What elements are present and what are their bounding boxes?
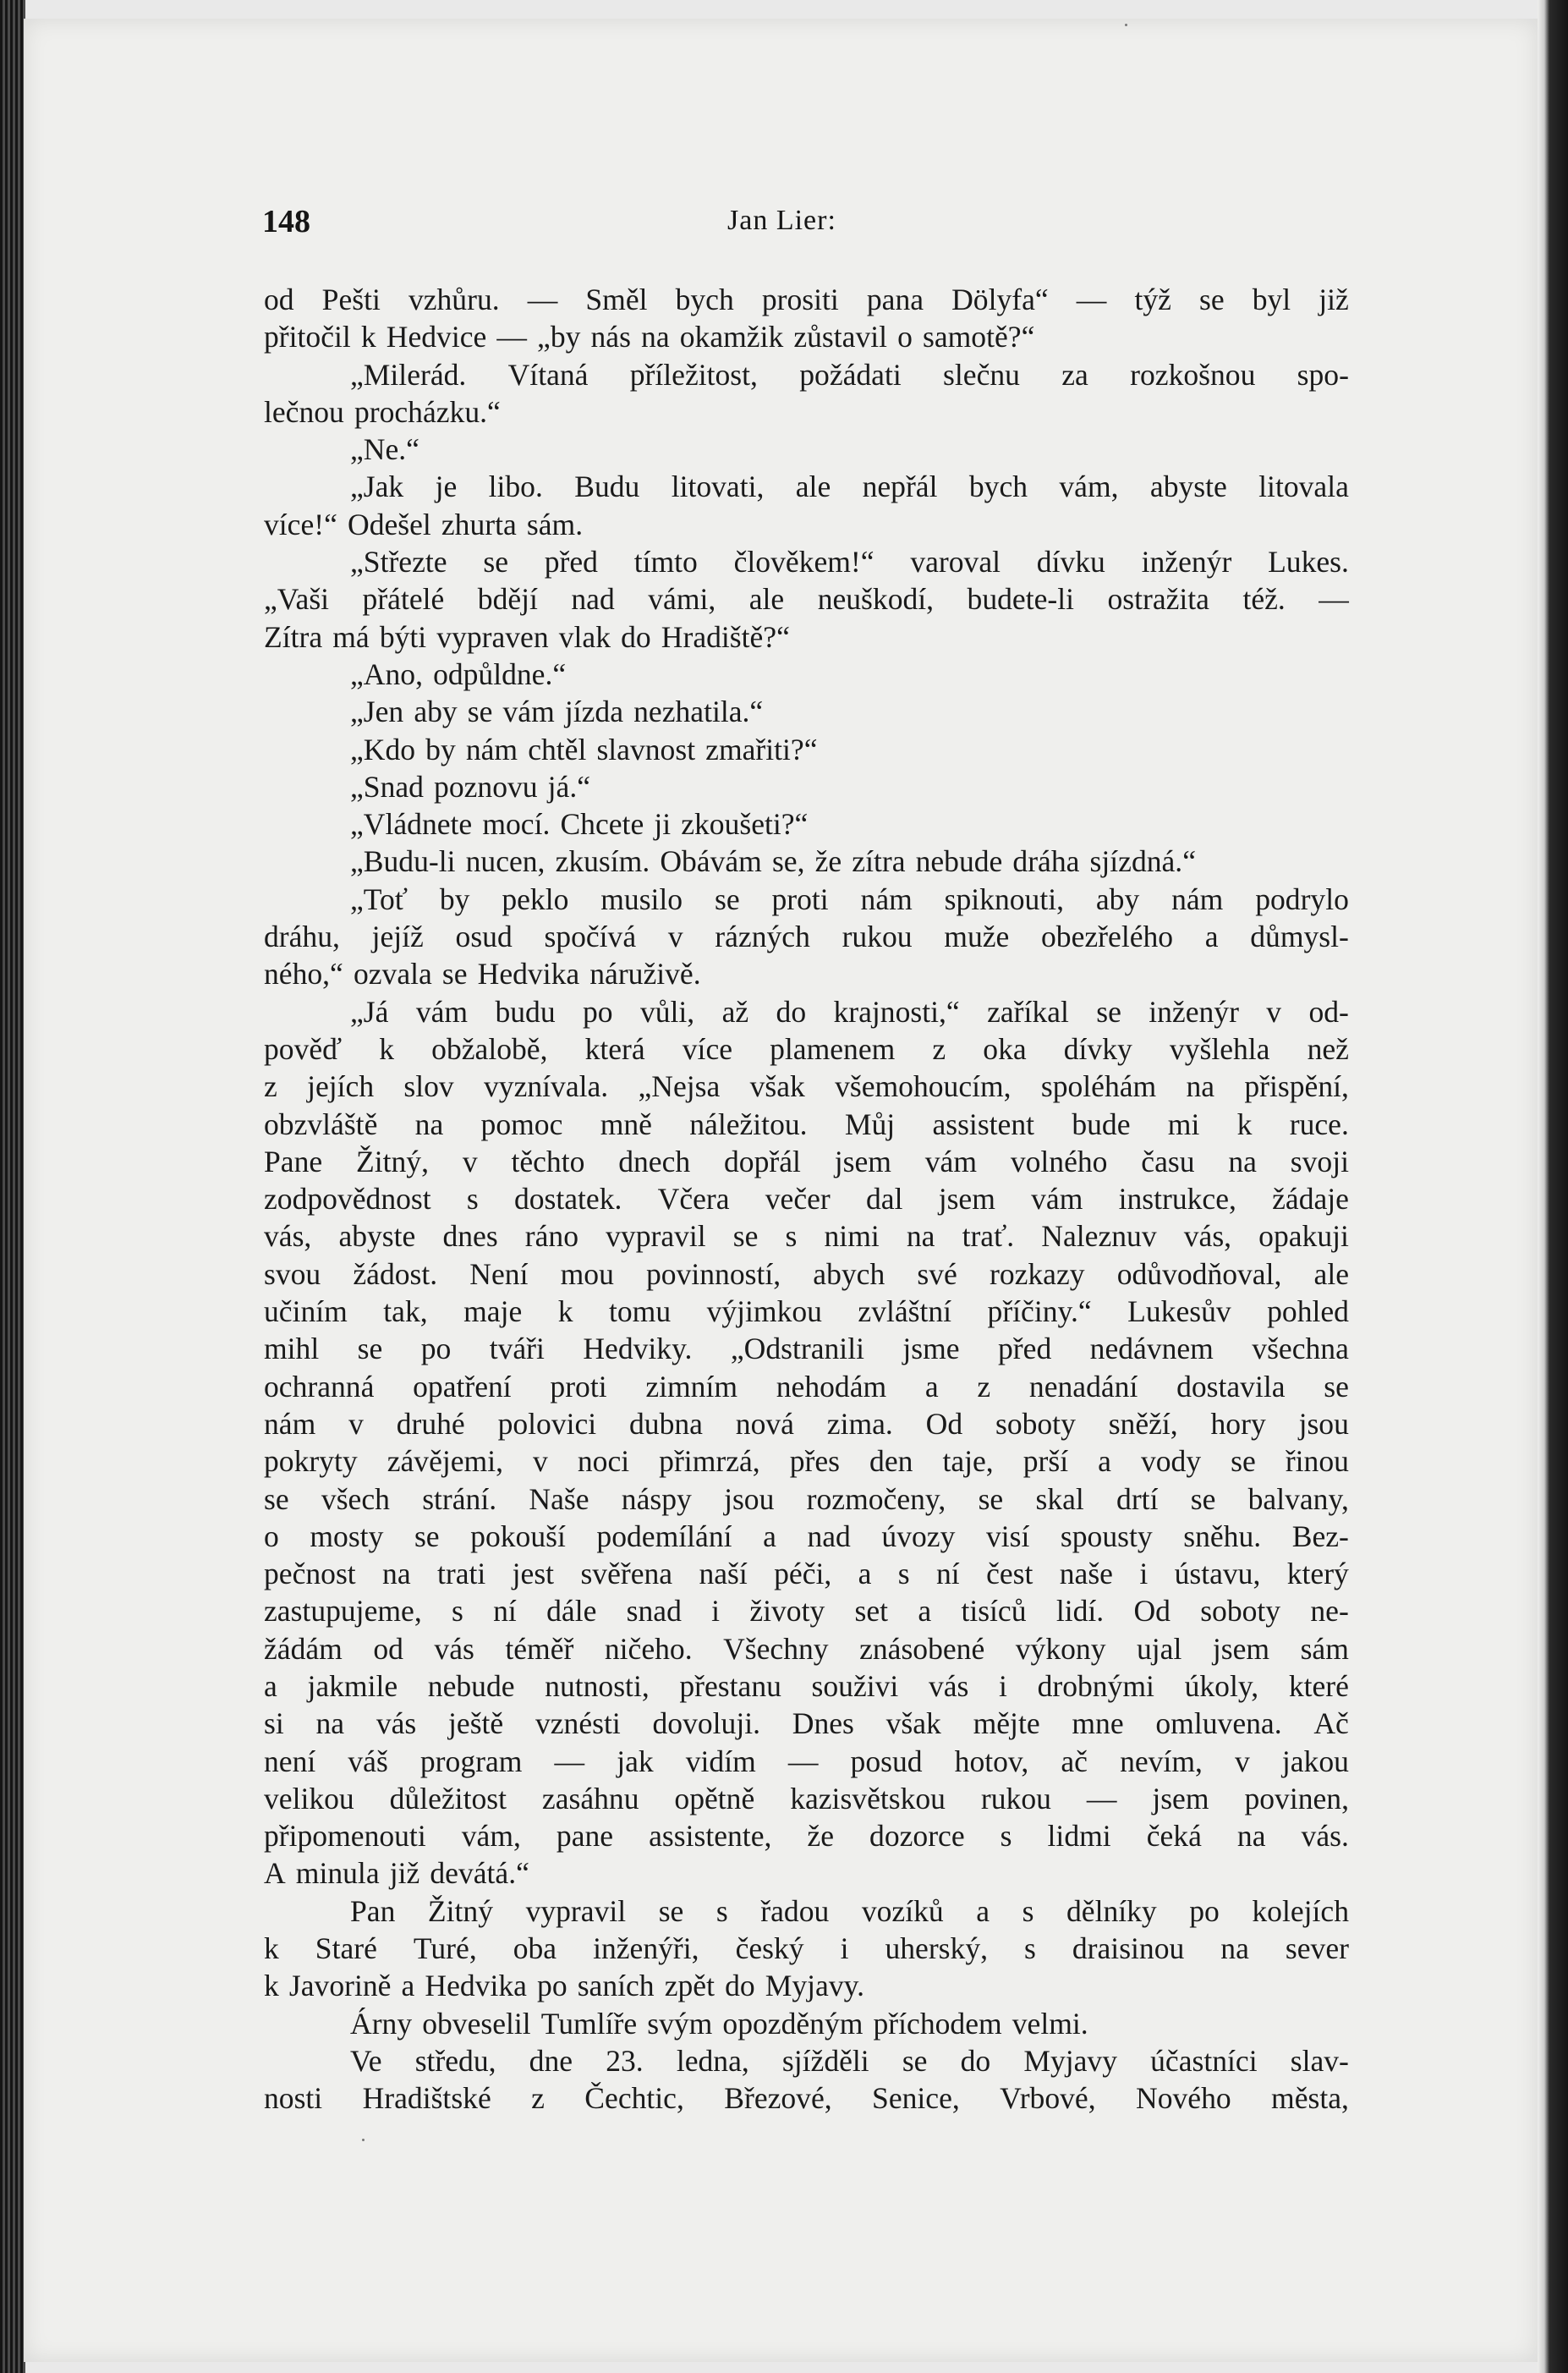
text-line: „Já vám budu po vůli, až do krajnosti,“ zaříkal se inženýr v od-: [350, 994, 1349, 1029]
text-line: od Pešti vzhůru. — Směl bych prositi pana Dölyfa“ — týž se byl již: [264, 283, 1349, 316]
text-line: se všech strání. Naše náspy jsou rozmočeny, se skal drtí se balvany,: [264, 1481, 1349, 1516]
page-header: [262, 203, 1362, 245]
text-line: „Ano, odpůldne.“: [350, 656, 567, 691]
text-line: Zítra má býti vypraven vlak do Hradiště?“: [264, 619, 790, 654]
text-line: „Ne.“: [350, 432, 419, 467]
text-line: „Snad poznovu já.“: [350, 769, 591, 804]
text-line: si na vás ještě vznésti dovoluji. Dnes však mějte mne omluvena. Ač: [264, 1706, 1349, 1741]
text-line: „Jen aby se vám jízda nezhatila.“: [350, 695, 764, 729]
text-line: ného,“ ozvala se Hedvika náruživě.: [264, 957, 701, 991]
text-line: „Milerád. Vítaná příležitost, požádati slečnu za rozkošnou spo-: [350, 357, 1349, 392]
text-line: nosti Hradištské z Čechtic, Březové, Senice, Vrbové, Nového města,: [264, 2081, 1349, 2116]
text-line: ochranná opatření proti zimním nehodám a z nenadání dostavila se: [264, 1369, 1349, 1403]
text-line: k Staré Turé, oba inženýři, český i uherský, s draisinou na sever: [264, 1931, 1349, 1966]
text-line: „Budu-li nucen, zkusím. Obávám se, že zítra nebude dráha sjízdná.“: [350, 844, 1196, 879]
text-line: Pane Žitný, v těchto dnech dopřál jsem vám volného času na svoji: [264, 1144, 1349, 1178]
text-line: vás, abyste dnes ráno vypravil se s nimi na trať. Naleznuv vás, opakuji: [264, 1219, 1349, 1254]
text-line: „Vládnete mocí. Chcete ji zkoušeti?“: [350, 807, 809, 842]
text-line: Árny obveselil Tumlíře svým opozděným příchodem velmi.: [350, 2006, 1088, 2041]
book-spine-edge: [0, 0, 25, 2373]
text-line: zodpovědnost s dostatek. Včera večer dal jsem vám instrukce, žádaje: [264, 1182, 1349, 1217]
text-line: více!“ Odešel zhurta sám.: [264, 507, 584, 541]
text-line: pečnost na trati jest svěřena naší péči, a s ní čest naše i ústavu, který: [264, 1557, 1349, 1591]
text-line: zastupujeme, s ní dále snad i životy set a tisíců lidí. Od soboty ne-: [264, 1594, 1349, 1629]
running-head: Jan Lier:: [727, 205, 836, 236]
text-line: o mosty se pokouší podemílání a nad úvozy visí spousty sněhu. Bez-: [264, 1519, 1349, 1553]
text-line: „Toť by peklo musilo se proti nám spiknouti, aby nám podrylo: [350, 882, 1349, 916]
text-line: obzvláště na pomoc mně náležitou. Můj assistent bude mi k ruce.: [264, 1107, 1349, 1141]
text-line: „Jak je libo. Budu litovati, ale nepřál bych vám, abyste litovala: [350, 470, 1349, 504]
text-line: „Vaši přátelé bdějí nad vámi, ale neuškodí, budete-li ostražita též. —: [264, 582, 1349, 617]
text-line: Ve středu, dne 23. ledna, sjížděli se do Myjavy účastníci slav-: [350, 2043, 1349, 2078]
text-line: a jakmile nebude nutnosti, přestanu souživi vás i drobnými úkoly, které: [264, 1668, 1349, 1703]
paper-speck: [1125, 24, 1127, 26]
text-line: není váš program — jak vidím — posud hotov, ač nevím, v jakou: [264, 1744, 1349, 1778]
page-right-edge: [1538, 0, 1568, 2373]
text-line: „Střezte se před tímto člověkem!“ varoval dívku inženýr Lukes.: [350, 545, 1349, 580]
text-line: mihl se po tváři Hedviky. „Odstranili jsme před nedávnem všechna: [264, 1332, 1349, 1366]
text-line: nám v druhé polovici dubna nová zima. Od soboty sněží, hory jsou: [264, 1406, 1349, 1441]
text-line: k Javorině a Hedvika po saních zpět do Myjavy.: [264, 1969, 864, 2003]
text-line: velikou důležitost zasáhnu opětně kazisvětskou rukou — jsem povinen,: [264, 1781, 1349, 1815]
text-line: připomenouti vám, pane assistente, že dozorce s lidmi čeká na vás.: [264, 1819, 1349, 1854]
text-line: přitočil k Hedvice — „by nás na okamžik zůstavil o samotě?“: [264, 320, 1035, 354]
text-line: lečnou procházku.“: [264, 394, 501, 429]
text-line: A minula již devátá.“: [264, 1856, 529, 1891]
text-line: svou žádost. Není mou povinností, abych své rozkazy odůvodňoval, ale: [264, 1256, 1349, 1291]
text-line: z jejích slov vyznívala. „Nejsa však všemohoucím, spoléhám na přispění,: [264, 1069, 1349, 1104]
text-line: pokryty závějemi, v noci přimrzá, přes den taje, prší a vody se řinou: [264, 1444, 1349, 1479]
text-line: učiním tak, maje k tomu výjimkou zvláštní příčiny.“ Lukesův pohled: [264, 1294, 1349, 1329]
page-number: 148: [262, 204, 310, 239]
text-line: žádám od vás téměř ničeho. Všechny znásobené výkony ujal jsem sám: [264, 1631, 1349, 1666]
text-line: Pan Žitný vypravil se s řadou vozíků a s dělníky po kolejích: [350, 1893, 1349, 1928]
body-text: [264, 281, 1349, 2118]
text-line: dráhu, jejíž osud spočívá v rázných rukou muže obezřelého a důmysl-: [264, 920, 1349, 954]
text-line: pověď k obžalobě, která více plamenem z oka dívky vyšlehla než: [264, 1031, 1349, 1066]
text-line: „Kdo by nám chtěl slavnost zmařiti?“: [350, 732, 818, 766]
paper-speck: [362, 2139, 365, 2141]
